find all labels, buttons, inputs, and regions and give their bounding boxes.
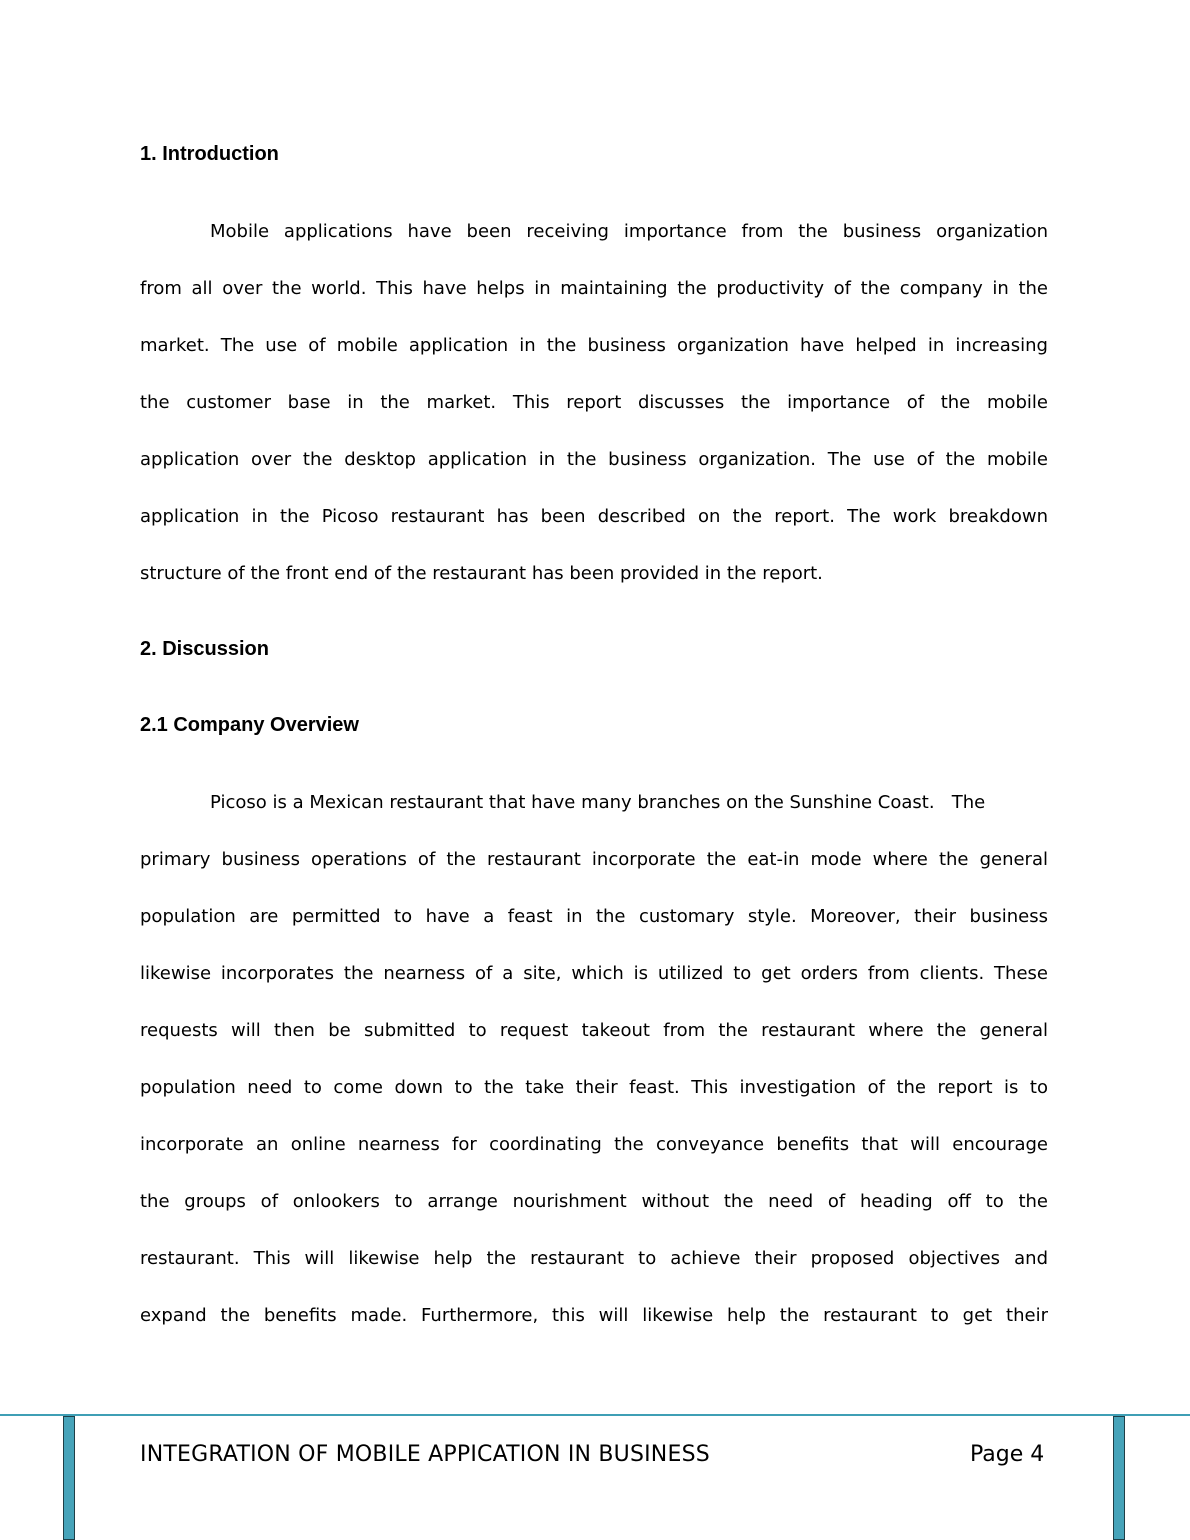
paragraph-line: the customer base in the market. This report discusses the importance of the mobile	[140, 392, 1048, 413]
paragraph-line: restaurant. This will likewise help the restaurant to achieve their proposed objectives and	[140, 1248, 1048, 1269]
paragraph-line: Mobile applications have been receiving importance from the business organization	[210, 221, 1048, 242]
footer-title: INTEGRATION OF MOBILE APPICATION IN BUSINESS	[140, 1442, 710, 1467]
paragraph-line: population are permitted to have a feast in the customary style. Moreover, their business	[140, 906, 1048, 927]
paragraph-line: application in the Picoso restaurant has been described on the report. The work breakdown	[140, 506, 1048, 527]
introduction-paragraph	[140, 203, 1048, 602]
paragraph-line: structure of the front end of the restaurant has been provided in the report.	[140, 563, 823, 584]
introduction-heading: 1. Introduction	[140, 143, 279, 165]
paragraph-line: likewise incorporates the nearness of a site, which is utilized to get orders from clients. These	[140, 963, 1048, 984]
company-overview-paragraph	[140, 774, 1048, 1344]
paragraph-line: market. The use of mobile application in the business organization have helped in increasing	[140, 335, 1048, 356]
company-overview-heading: 2.1 Company Overview	[140, 714, 359, 736]
paragraph-line: the groups of onlookers to arrange nourishment without the need of heading off to the	[140, 1191, 1048, 1212]
paragraph-line: from all over the world. This have helps in maintaining the productivity of the company in the	[140, 278, 1048, 299]
footer-divider	[0, 1414, 1190, 1416]
paragraph-line: Picoso is a Mexican restaurant that have many branches on the Sunshine Coast. The	[210, 792, 986, 813]
discussion-heading: 2. Discussion	[140, 638, 269, 660]
paragraph-line: population need to come down to the take their feast. This investigation of the report is to	[140, 1077, 1048, 1098]
paragraph-line: primary business operations of the restaurant incorporate the eat-in mode where the general	[140, 849, 1048, 870]
paragraph-line: expand the benefits made. Furthermore, this will likewise help the restaurant to get their	[140, 1305, 1048, 1326]
paragraph-line: requests will then be submitted to request takeout from the restaurant where the general	[140, 1020, 1048, 1041]
footer-left-bar	[63, 1416, 75, 1540]
footer-right-bar	[1113, 1416, 1125, 1540]
paragraph-line: incorporate an online nearness for coordinating the conveyance benefits that will encourage	[140, 1134, 1048, 1155]
paragraph-line: application over the desktop application in the business organization. The use of the mobile	[140, 449, 1048, 470]
page-number: Page 4	[970, 1442, 1045, 1467]
